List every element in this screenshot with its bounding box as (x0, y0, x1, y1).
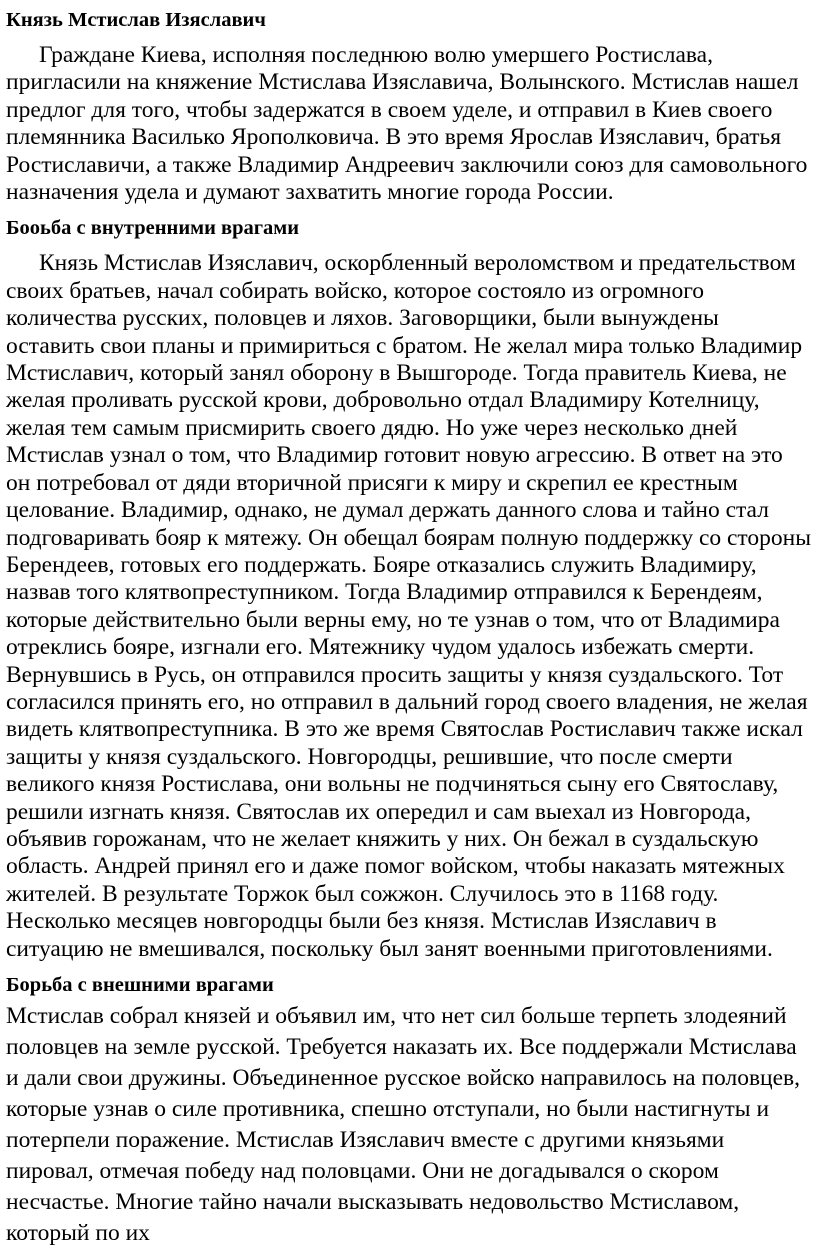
section-heading-external-enemies: Борьба с внешними врагами (6, 974, 274, 996)
section-heading-prince-mstislav: Князь Мстислав Изяславич (6, 9, 266, 31)
section-heading-internal-enemies: Бооьба с внутренними врагами (6, 217, 300, 240)
section-paragraph-prince-mstislav: Граждане Киева, исполняя последнюю волю умершего Ростислава, пригласили на княжение Мстислава Изяславича, Волынского. Мстислав нашел предлог для того, чтобы задержатся в своем уделе, и отправил в Киев своего племянника Василько Ярополковича. В это время Ярослав Изяславич, братья Ростиславичи, а также Владимир Андреевич заключили союз для самовольного назначения удела и думают захватить многие города России. (6, 42, 808, 206)
section-paragraph-internal-enemies: Князь Мстислав Изяславич, оскорбленный вероломством и предательством своих братьев, начал собирать войско, которое состояло из огромного количества русских, половцев и ляхов. Заговорщики, были вынуждены оставить свои планы и примириться с братом. Не желал мира только Владимир Мстиславич, который занял оборону в Вышгороде. Тогда правитель Киева, не желая проливать русской крови, добровольно отдал Владимиру Котелницу, желая тем самым присмирить своего дядю. Но уже через несколько дней Мстислав узнал о том, что Владимир готовит новую агрессию. В ответ на это он потребовал от дяди вторичной присяги к миру и скрепил ее крестным целование. Владимир, однако, не думал держать данного слова и тайно стал подговаривать бояр к мятежу. Он обещал боярам полную поддержку со стороны Берендеев, готовых его поддержать. Бояре отказались служить Владимиру, назвав того клятвопреступником. Тогда Владимир отправился к Берендеям, которые действительно были верны ему, но те узнав о том, что от Владимира отреклись бояре, изгнали его. Мятежнику чудом удалось избежать смерти. Вернувшись в Русь, он отправился просить защиты у князя суздальского. Тот согласился принять его, но отправил в дальний город своего владения, не желая видеть клятвопреступника. В это же время Святослав Ростиславич также искал защиты у князя суздальского. Новгородцы, решившие, что после смерти великого князя Ростислава, они вольны не подчиняться сыну его Святославу, решили изгнать князя. Святослав их опередил и сам выехал из Новгорода, объявив горожанам, что не желает княжить у них. Он бежал в суздальскую область. Андрей принял его и даже помог войском, чтобы наказать мятежных жителей. В результате Торжок был сожжон. Случилось это в 1168 году. Несколько месяцев новгородцы были без князя. Мстислав Изяславич в ситуацию не вмешивался, поскольку был занят военными приготовлениями. (6, 250, 812, 962)
section-paragraph-external-enemies: Мстислав собрал князей и объявил им, что нет сил больше терпеть злодеяний половцев на земле русской. Требуется наказать их. Все поддержали Мстислава и дали свои дружины. Объединенное русское войско направилось на половцев, которые узнав о силе противника, спешно отступали, но были настигнуты и потерпели поражение. Мстислав Изяславич вместе с другими князьями пировал, отмечая победу над половцами. Они не догадывался о скором несчастье. Многие тайно начали высказывать недовольство Мстиславом, который по их (6, 1003, 801, 1246)
